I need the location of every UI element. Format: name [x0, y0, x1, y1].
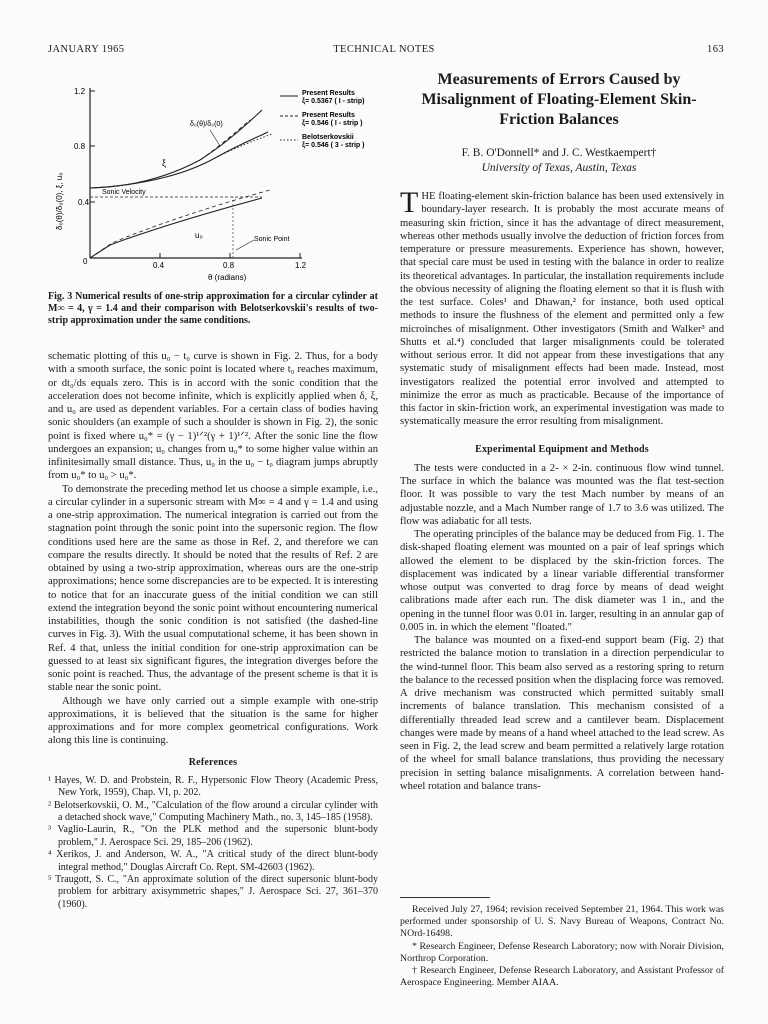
reference-item: ¹ Hayes, W. D. and Probstein, R. F., Hypersonic Flow Theory (Academic Press, New York, 1959), Chap. VI, p. 202. [48, 774, 378, 799]
paragraph: To demonstrate the preceding method let us choose a simple example, i.e., a circular cylinder in a supersonic stream with M∞ = 4 and γ = 1.4 and using a one-strip approximation. The numerical integration is carried out from the stagnation point through the sonic point into the supersonic region. The flow conditions used here are the same as those in Ref. 2, and therefore we can compare the results directly. It should be noted that the results of Ref. 2 are obtained by using a two-strip approximation, whereas ours are the one-strip approximations; hence some discrepancies are to be expected. It is interesting to notice that for an inaccurate guess of the initial condition we can still extend the integration beyond the sonic point without encountering numerical instabilities, though the sonic condition is not satisfied (the dashed-line curves in Fig. 3). With the usual computational scheme, it has been shown in Ref. 4 that, unless the initial condition for one-strip approximation can be guessed to at least six significant figures, the integration diverges before the sonic point is reached. Thus, the advantage of the present scheme is that it is stable near the sonic point. [48, 483, 378, 694]
reference-item: ⁵ Traugott, S. C., "An approximate solution of the direct supersonic blunt-body problem for arbitrary axisymmetric shapes," J. Aerospace Sci. 27, 361–370 (1960). [48, 874, 378, 910]
delta-label: δ₀(θ)/δ₀(0) [190, 121, 223, 128]
reference-item: ³ Vaglio-Laurin, R., "On the PLK method and the supersonic blunt-body problem," J. Aerospace Sci. 29, 185–206 (1962). [48, 824, 378, 848]
legend-line1: Present Results [302, 90, 355, 97]
legend [280, 90, 364, 149]
footnote: * Research Engineer, Defense Research Laboratory; now with Norair Division, Northrop Corporation. [400, 940, 724, 964]
x-tick-label: 1.2 [295, 261, 307, 270]
paragraph: The tests were conducted in a 2- × 2-in. continuous flow wind tunnel. The surface in which the balance was mounted was the flat test-section floor. It was possible to vary the test Mach number by means of an adjustable nozzle, and a Mach Number range of 1.7 to 3.6 was utilized. The flow was adiabatic for all tests. [400, 462, 724, 527]
intro-text: HE floating-element skin-friction balance has been used extensively in boundary-layer research. It is probably the most accurate means of measuring skin friction, since it has the advantage of direct measurement, whereas other methods usually involve the deduction of friction forces from temperature or pressure measurements. Experience has shown, however, that special care must be used in testing with the balance in order to realize its theoretical advantages. In particular, the installation requirements include the obvious necessity of aligning the floating element so that it is flush with the test surface. Coles¹ and Dhawan,² for instance, both used optical methods to insure the flushness of the element and permitted only a few microinches of misalignment. Other investigators (Smith and Walker³ and Shutts et al.⁴) concluded that larger misalignments could be tolerated without serious error. It did not appear from these investigations that any systematic study of misalignment effects had been made. Instead, most investigators realized the potential error involved and attempted to minimize the error as much as practicable. Because of the importance of this factor in skin-friction work, an experimental investigation was made to systematically measure the error resulting from misalignment. [400, 191, 724, 428]
article-title: Measurements of Errors Caused by Misalignment of Floating-Element Skin-Friction Balances [421, 71, 697, 128]
paragraph: schematic plotting of this u₀ − t₀ curve is shown in Fig. 2. Thus, for a body with a smooth surface, the sonic point is located where t₀ reaches maximum, or dt₀/ds equals zero. This is in accord with the sonic condition that the acceleration does not become infinite, which is explicitly applied when δ, ξ, and u₀ are used as dependent variables. For a certain class of bodies having sonic shoulders (an example of such a shoulder is shown in Fig. 2), the sonic point is fixed where u₀* = (γ − 1)¹ᐟ²(γ + 1)¹ᐟ². After the sonic line the flow undergoes an expansion; u₀ changes from u₀* to some higher value within an infinitesimally small distance. Thus, u₀ in the u₀ − t₀ diagram jumps abruptly from u₀* to u₀ > u₀*. [48, 351, 378, 482]
u0-curve-dashed [90, 190, 270, 258]
right-column [400, 186, 724, 793]
running-header-section: TECHNICAL NOTES [333, 44, 435, 55]
footnote-divider [400, 897, 490, 898]
xi-label: ξ [162, 158, 167, 168]
sonic-point-label: Sonic Point [254, 236, 290, 243]
u0-curve [90, 198, 262, 258]
paragraph: The balance was mounted on a fixed-end support beam (Fig. 2) that restricted the balance motion to translation in a direction perpendicular to the wind-tunnel floor. This beam also served as a restoring spring to return the balance to the recessed position when the displacing force was removed. A drive mechanism was constructed which permitted suitably small increments of balance translation. This mechanism consisted of a differentially threaded lead screw and a cantilever beam. Displacement changes were made by means of a hand wheel attached to the lead screw. As seen in Fig. 2, the lead screw and beam permitted a relatively large rotation of the wheel for small balance translations, thus providing the necessary precision in setting balance misalignments. A correlation between hand-wheel rotation and balance trans- [400, 635, 724, 792]
legend-line1: Belotserkovskii [302, 134, 354, 141]
legend-line1: Present Results [302, 112, 355, 119]
left-column [48, 350, 378, 911]
running-header-date: JANUARY 1965 [48, 44, 125, 55]
page-number: 163 [707, 44, 724, 55]
reference-list [48, 775, 378, 911]
section-heading: Experimental Equipment and Methods [475, 443, 649, 455]
legend-line2: ξ= 0.546 ( 3 - strip ) [302, 142, 365, 149]
figure-caption: Fig. 3 Numerical results of one-strip approximation for a circular cylinder at M∞ = 4, γ = 1.4 and their comparison with Belotserkovskii's results of two-strip approximation under the same conditions. [48, 291, 378, 327]
sonic-velocity-label: Sonic Velocity [102, 189, 146, 196]
reference-item: ⁴ Xerikos, J. and Anderson, W. A., "A critical study of the direct blunt-body integral method," Douglas Aircraft Co. Rept. SM-42603 (1962). [48, 849, 378, 873]
y-tick-label: 0.8 [74, 142, 86, 151]
footnote: † Research Engineer, Defense Research Laboratory, and Assistant Professor of Aerospace Engineering. Member AIAA. [400, 965, 724, 989]
x-tick-label: 0.8 [223, 261, 235, 270]
u0-label: u₀ [195, 231, 203, 240]
figure-3 [40, 80, 385, 285]
x-axis-label: θ (radians) [208, 273, 247, 282]
y-axis-label: δ₀(θ)/δ₀(0), ξ, u₀ [55, 172, 64, 230]
affiliation: University of Texas, Austin, Texas [481, 162, 637, 174]
y-tick-label: 0.4 [78, 198, 90, 207]
delta-curve [90, 110, 262, 188]
references-heading: References [188, 756, 238, 768]
xi-curve [90, 132, 268, 188]
legend-line2: ξ= 0.546 ( I - strip ) [302, 120, 363, 127]
legend-line2: ξ= 0.5367 ( I - strip) [302, 98, 365, 105]
y-tick-label: 1.2 [74, 87, 86, 96]
xi-curve-dotted [215, 134, 272, 158]
author-block [394, 146, 724, 176]
paragraph: The operating principles of the balance may be deduced from Fig. 1. The disk-shaped floating element was mounted on a pair of leaf springs which allowed the element to be displaced by the skin-friction forces. The displacement was indicated by a linear variable differential transformer whose output was converted to drag force by means of dead weight calibrations made after each run. The disk diameter was 1 in., and the opening in the tunnel floor was 0.01 in. larger, resulting in an annular gap of 0.005 in. in which the element "floated." [400, 529, 724, 633]
drop-cap: T [400, 186, 419, 219]
intro-paragraph [400, 186, 724, 429]
footnote: Received July 27, 1964; revision received September 21, 1964. This work was performed under sponsorship of U. S. Navy Bureau of Weapons, Contract No. NOrd-16498. [400, 904, 724, 940]
reference-item: ² Belotserkovskii, O. M., "Calculation of the flow around a circular cylinder with a detached shock wave," Computing Machinery Math., no. 3, 145–185 (1958). [48, 799, 378, 823]
footnotes [400, 904, 724, 989]
x-tick-label: 0.4 [153, 261, 165, 270]
paragraph: Although we have only carried out a simple example with one-strip approximations, it is believed that the situation is the same for higher approximations and for more complex geometrical configurations. Work along this line is continuing. [48, 695, 378, 747]
y-tick-label: 0 [83, 257, 88, 266]
authors: F. B. O'Donnell* and J. C. Westkaempert† [461, 147, 657, 159]
